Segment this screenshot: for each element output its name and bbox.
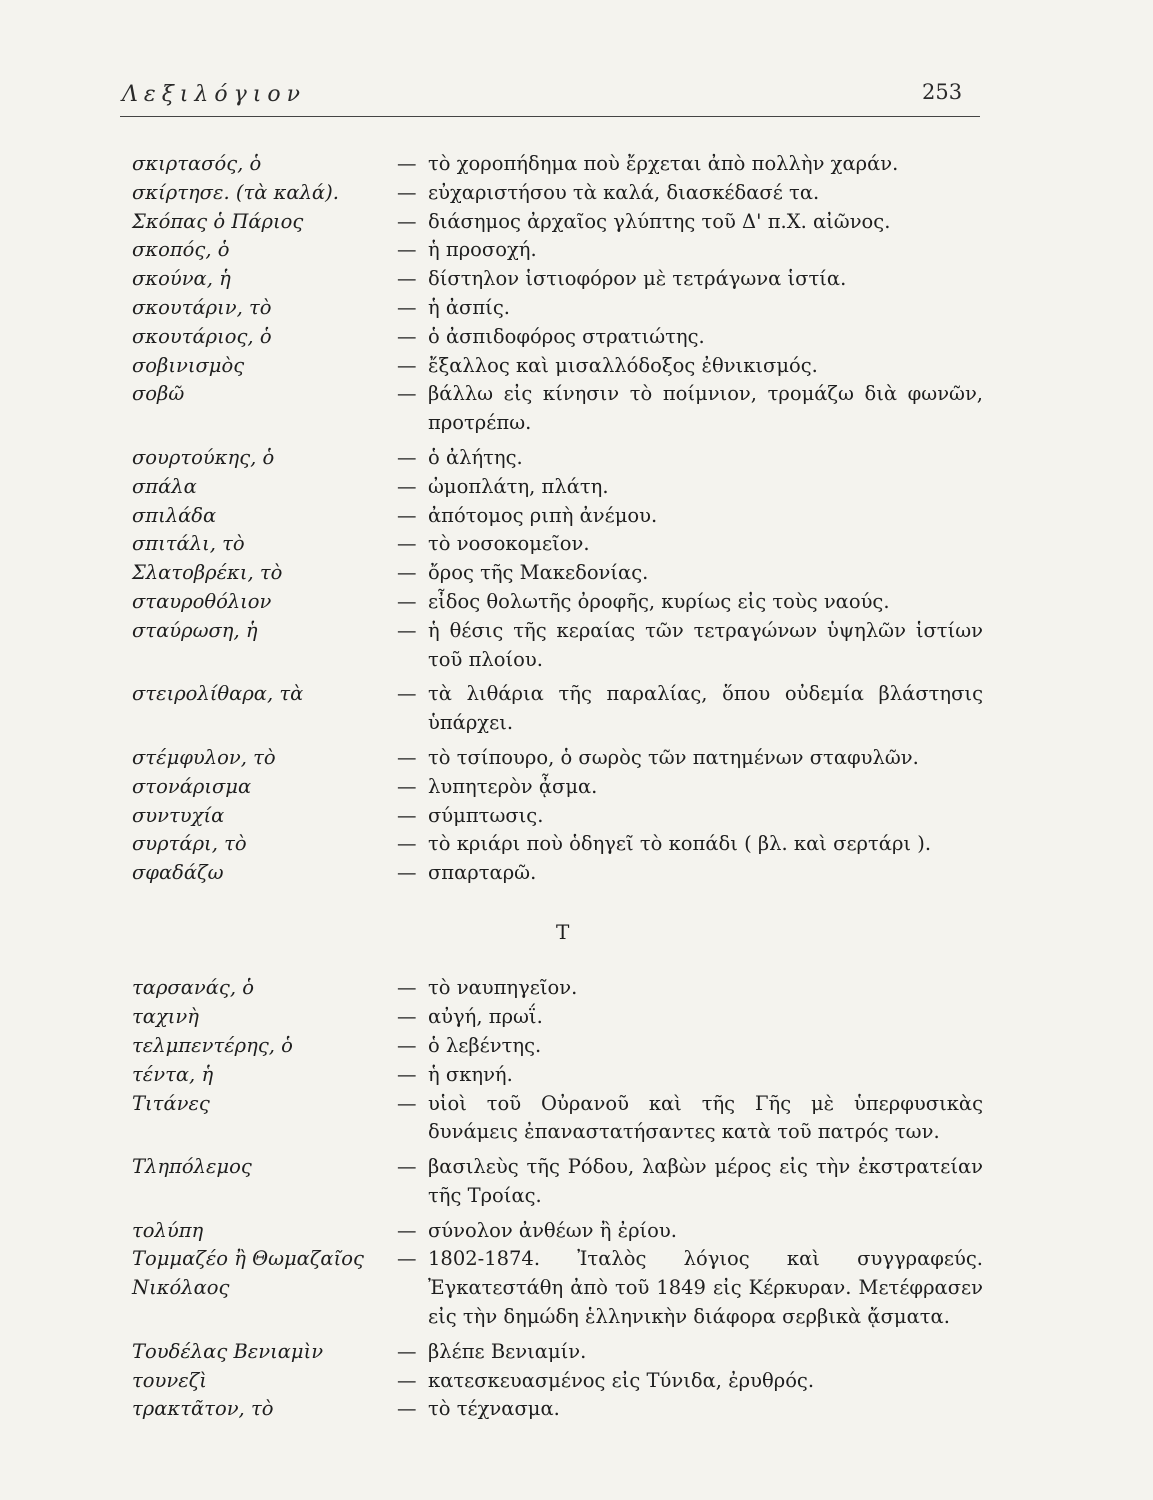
entry-term: στειρολίθαρα, τὰ bbox=[132, 682, 304, 706]
entry-definition: ὁ λεβέντης. bbox=[428, 1033, 542, 1057]
glossary-entry bbox=[0, 1153, 1153, 1217]
glossary-entry bbox=[0, 179, 1153, 208]
entry-term: σοβινισμὸς bbox=[132, 353, 245, 377]
entry-term: τέντα, ἡ bbox=[132, 1062, 214, 1086]
entry-term: συρτάρι, τὸ bbox=[132, 832, 247, 856]
entry-term: σκίρτησε. (τὰ καλά). bbox=[132, 180, 339, 204]
entry-dash: — bbox=[397, 832, 417, 856]
glossary-entry bbox=[0, 323, 1153, 352]
entry-dash: — bbox=[397, 1155, 417, 1179]
entry-dash: — bbox=[397, 682, 417, 706]
entry-definition: τὸ τέχνασμα. bbox=[428, 1397, 560, 1421]
entry-dash: — bbox=[397, 295, 417, 319]
entry-term: στέμφυλον, τὸ bbox=[132, 745, 276, 769]
glossary-entry bbox=[0, 830, 1153, 859]
entry-definition: ὁ ἀλήτης. bbox=[428, 445, 523, 469]
entry-dash: — bbox=[397, 1339, 417, 1363]
entry-dash: — bbox=[397, 238, 417, 262]
entry-term: σφαδάζω bbox=[132, 861, 224, 885]
glossary-entry bbox=[0, 974, 1153, 1003]
glossary-entry bbox=[0, 444, 1153, 473]
entry-definition: αὐγή, πρωΐ. bbox=[428, 1005, 543, 1029]
entry-dash: — bbox=[397, 445, 417, 469]
entry-definition: ἔξαλλος καὶ μισαλλόδοξος ἐθνικισμός. bbox=[428, 353, 818, 377]
entry-definition: βάλλω εἰς κίνησιν τὸ ποίμνιον, τρομάζω διὰ φωνῶν, προτρέπω. bbox=[428, 382, 983, 435]
entry-definition: τὸ ναυπηγεῖον. bbox=[428, 976, 578, 1000]
entry-term: Τιτάνες bbox=[132, 1091, 210, 1115]
entry-term: ταρσανάς, ὁ bbox=[132, 976, 254, 1000]
running-header-title: Λεξιλόγιον bbox=[122, 82, 307, 107]
glossary-entry bbox=[0, 1367, 1153, 1396]
entry-term: σοβῶ bbox=[132, 382, 185, 406]
glossary-entries bbox=[0, 150, 1153, 1424]
entry-definition: 1802-1874. Ἰταλὸς λόγιος καὶ συγγραφεύς. Ἐγκατεστάθη ἀπὸ τοῦ 1849 εἰς Κέρκυραν. Μετέφρασεν εἰς τὴν δημώδη ἑλληνικὴν διάφορα σερβικὰ ᾄσματα. bbox=[428, 1247, 983, 1329]
entry-term: σκουτάριος, ὁ bbox=[132, 324, 272, 348]
entry-term: Σκόπας ὁ Πάριος bbox=[132, 209, 304, 233]
entry-dash: — bbox=[397, 532, 417, 556]
entry-term: τελμπεντέρης, ὁ bbox=[132, 1033, 293, 1057]
entry-dash: — bbox=[397, 180, 417, 204]
entry-term: σκουτάριν, τὸ bbox=[132, 295, 272, 319]
entry-dash: — bbox=[397, 382, 417, 406]
glossary-entry bbox=[0, 236, 1153, 265]
entry-dash: — bbox=[397, 1033, 417, 1057]
glossary-entry bbox=[0, 744, 1153, 773]
entry-definition: δίστηλον ἱστιοφόρον μὲ τετράγωνα ἱστία. bbox=[428, 267, 847, 291]
entry-dash: — bbox=[397, 474, 417, 498]
section-s-entries bbox=[0, 150, 1153, 888]
glossary-entry bbox=[0, 294, 1153, 323]
entry-definition: ἡ σκηνή. bbox=[428, 1062, 513, 1086]
entry-dash: — bbox=[397, 1091, 417, 1115]
entry-definition: υἱοὶ τοῦ Οὐρανοῦ καὶ τῆς Γῆς μὲ ὑπερφυσικὰς δυνάμεις ἐπαναστατήσαντες κατὰ τοῦ πατρός των. bbox=[428, 1091, 983, 1144]
entry-definition: σύμπτωσις. bbox=[428, 803, 544, 827]
entry-definition: τὸ χοροπήδημα ποὺ ἔρχεται ἀπὸ πολλὴν χαράν. bbox=[428, 152, 899, 175]
entry-term: σουρτούκης, ὁ bbox=[132, 445, 275, 469]
entry-definition: ἡ ἀσπίς. bbox=[428, 295, 510, 319]
glossary-entry bbox=[0, 1245, 1153, 1337]
entry-dash: — bbox=[397, 353, 417, 377]
entry-definition: βλέπε Βενιαμίν. bbox=[428, 1339, 587, 1363]
entry-term: τρακτᾶτον, τὸ bbox=[132, 1397, 274, 1421]
glossary-entry bbox=[0, 859, 1153, 888]
header-rule bbox=[120, 116, 980, 117]
entry-dash: — bbox=[397, 1247, 417, 1271]
entry-definition: βασιλεὺς τῆς Ρόδου, λαβὼν μέρος εἰς τὴν ἐκστρατείαν τῆς Τροίας. bbox=[428, 1155, 983, 1207]
entry-definition: εὐχαριστήσου τὰ καλά, διασκέδασέ τα. bbox=[428, 180, 820, 204]
entry-term: Τληπόλεμος bbox=[132, 1155, 252, 1179]
entry-dash: — bbox=[397, 1368, 417, 1392]
entry-dash: — bbox=[397, 561, 417, 585]
entry-definition: ὄρος τῆς Μακεδονίας. bbox=[428, 561, 649, 585]
entry-term: σκοπός, ὁ bbox=[132, 238, 230, 262]
entry-dash: — bbox=[397, 1397, 417, 1421]
entry-dash: — bbox=[397, 267, 417, 291]
entry-definition: λυπητερὸν ᾆσμα. bbox=[428, 774, 598, 798]
section-letter: Τ bbox=[556, 919, 570, 944]
entry-term: στονάρισμα bbox=[132, 774, 252, 798]
entry-term: Σλατοβρέκι, τὸ bbox=[132, 561, 283, 585]
entry-dash: — bbox=[397, 324, 417, 348]
entry-definition: ἡ θέσις τῆς κεραίας τῶν τετραγώνων ὑψηλῶν ἱστίων τοῦ πλοίου. bbox=[428, 618, 983, 671]
entry-term: σπιτάλι, τὸ bbox=[132, 532, 245, 556]
glossary-entry bbox=[0, 680, 1153, 744]
entry-term: σπιλάδα bbox=[132, 503, 217, 527]
glossary-entry bbox=[0, 617, 1153, 681]
glossary-entry bbox=[0, 502, 1153, 531]
entry-term: ταχινὴ bbox=[132, 1005, 199, 1029]
glossary-entry bbox=[0, 773, 1153, 802]
entry-definition: τὸ νοσοκομεῖον. bbox=[428, 532, 590, 556]
glossary-entry bbox=[0, 530, 1153, 559]
entry-term: Τομμαζέο ἢ Θωμαζαῖος Νικόλαος bbox=[132, 1247, 364, 1300]
entry-dash: — bbox=[397, 976, 417, 1000]
glossary-entry bbox=[0, 265, 1153, 294]
entry-definition: σύνολον ἀνθέων ἢ ἐρίου. bbox=[428, 1218, 677, 1242]
glossary-entry bbox=[0, 1338, 1153, 1367]
section-t-entries bbox=[0, 974, 1153, 1424]
glossary-entry bbox=[0, 588, 1153, 617]
entry-dash: — bbox=[397, 152, 417, 175]
page-number: 253 bbox=[922, 80, 963, 104]
entry-definition: κατεσκευασμένος εἰς Τύνιδα, ἐρυθρός. bbox=[428, 1368, 815, 1392]
glossary-entry bbox=[0, 1003, 1153, 1032]
glossary-entry bbox=[0, 559, 1153, 588]
entry-dash: — bbox=[397, 774, 417, 798]
glossary-entry bbox=[0, 1061, 1153, 1090]
entry-definition: διάσημος ἀρχαῖος γλύπτης τοῦ Δ' π.Χ. αἰῶνος. bbox=[428, 209, 891, 233]
glossary-entry bbox=[0, 150, 1153, 179]
entry-definition: εἶδος θολωτῆς ὀροφῆς, κυρίως εἰς τοὺς ναούς. bbox=[428, 589, 890, 613]
entry-term: σκούνα, ἡ bbox=[132, 267, 231, 291]
entry-dash: — bbox=[397, 209, 417, 233]
glossary-entry bbox=[0, 1395, 1153, 1424]
entry-definition: ὠμοπλάτη, πλάτη. bbox=[428, 474, 609, 498]
entry-definition: τὸ κριάρι ποὺ ὁδηγεῖ τὸ κοπάδι ( βλ. καὶ σερτάρι ). bbox=[428, 832, 932, 856]
entry-definition: τὸ τσίπουρο, ὁ σωρὸς τῶν πατημένων σταφυλῶν. bbox=[428, 745, 919, 769]
glossary-entry bbox=[0, 1090, 1153, 1154]
entry-definition: ἀπότομος ριπὴ ἀνέμου. bbox=[428, 503, 658, 527]
entry-term: σταυροθόλιον bbox=[132, 589, 272, 613]
glossary-entry bbox=[0, 802, 1153, 831]
entry-dash: — bbox=[397, 503, 417, 527]
entry-term: συντυχία bbox=[132, 803, 225, 827]
entry-term: τολύπη bbox=[132, 1218, 204, 1242]
section-heading bbox=[0, 888, 1153, 974]
entry-dash: — bbox=[397, 1005, 417, 1029]
entry-definition: τὰ λιθάρια τῆς παραλίας, ὅπου οὐδεμία βλάστησις ὑπάρχει. bbox=[428, 682, 983, 735]
glossary-entry bbox=[0, 352, 1153, 381]
glossary-entry bbox=[0, 380, 1153, 444]
glossary-entry bbox=[0, 1217, 1153, 1246]
glossary-entry bbox=[0, 473, 1153, 502]
entry-term: σπάλα bbox=[132, 474, 197, 498]
glossary-entry bbox=[0, 208, 1153, 237]
entry-definition: σπαρταρῶ. bbox=[428, 861, 537, 885]
entry-term: Τουδέλας Βενιαμὶν bbox=[132, 1339, 324, 1363]
entry-definition: ἡ προσοχή. bbox=[428, 238, 537, 262]
entry-dash: — bbox=[397, 1062, 417, 1086]
entry-definition: ὁ ἀσπιδοφόρος στρατιώτης. bbox=[428, 324, 705, 348]
entry-term: σκιρτασός, ὁ bbox=[132, 152, 262, 175]
entry-dash: — bbox=[397, 589, 417, 613]
entry-dash: — bbox=[397, 803, 417, 827]
entry-dash: — bbox=[397, 1218, 417, 1242]
entry-term: τουνεζὶ bbox=[132, 1368, 207, 1392]
entry-dash: — bbox=[397, 745, 417, 769]
entry-dash: — bbox=[397, 861, 417, 885]
entry-dash: — bbox=[397, 618, 417, 642]
entry-term: σταύρωση, ἡ bbox=[132, 618, 258, 642]
glossary-entry bbox=[0, 1032, 1153, 1061]
